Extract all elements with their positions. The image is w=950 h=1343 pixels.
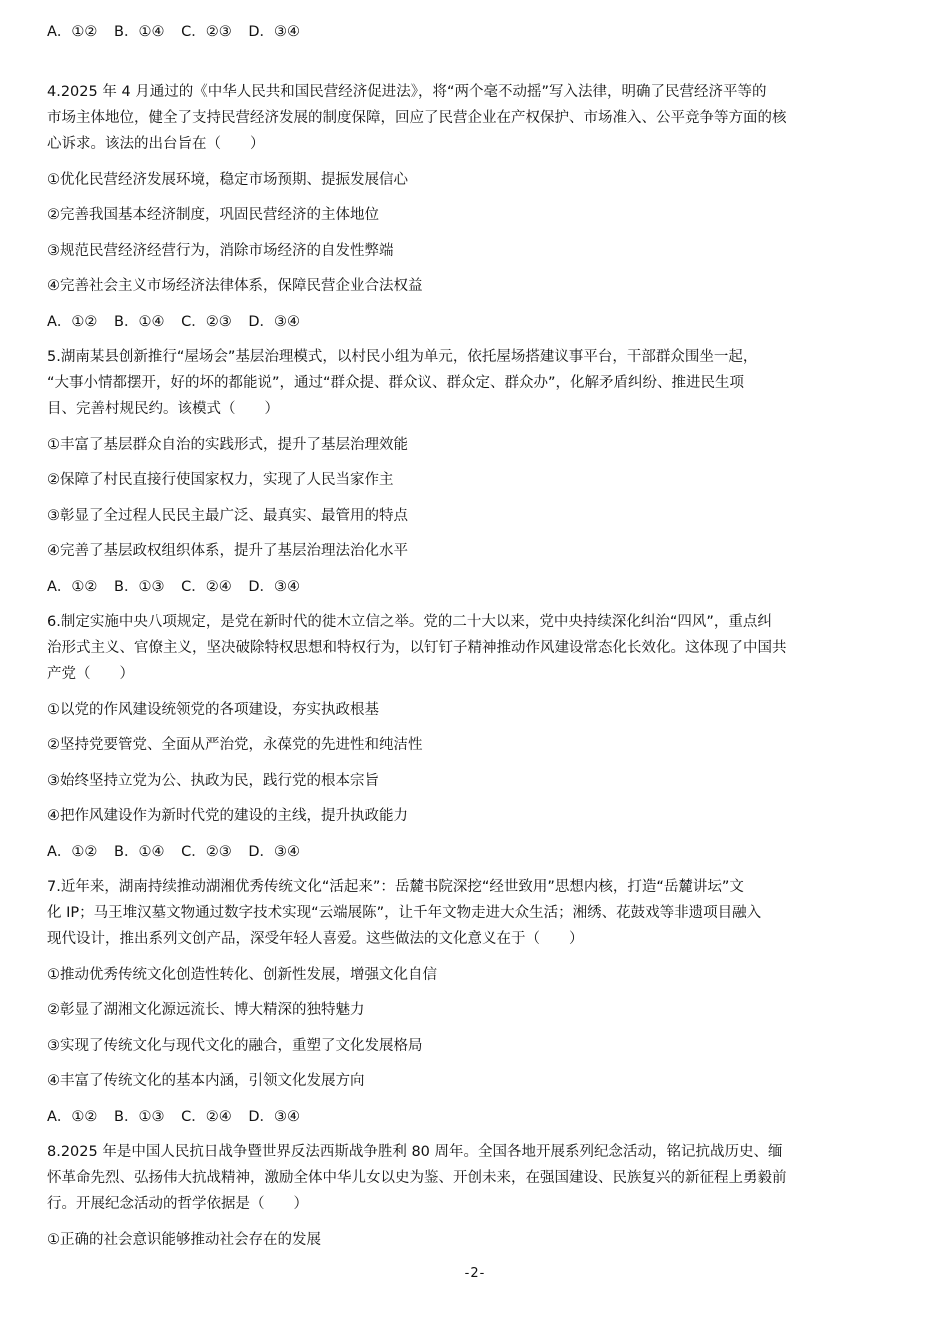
statement-2: ②保障了村民直接行使国家权力，实现了人民当家作主 bbox=[47, 472, 394, 488]
option-b: B．①④ bbox=[114, 314, 165, 330]
option-b: B．①④ bbox=[114, 844, 165, 860]
statement-4: ④完善社会主义市场经济法律体系，保障民营企业合法权益 bbox=[47, 278, 423, 294]
statement-2: ②坚持党要管党、全面从严治党，永葆党的先进性和纯洁性 bbox=[47, 737, 423, 753]
statement-1: ①丰富了基层群众自治的实践形式，提升了基层治理效能 bbox=[47, 437, 408, 453]
option-a: A．①② bbox=[47, 24, 98, 40]
option-c: C．②③ bbox=[181, 314, 232, 330]
option-d: D．③④ bbox=[248, 579, 300, 595]
question-stem: 心诉求。该法的出台旨在（ ） bbox=[47, 136, 265, 152]
page-number: -2- bbox=[464, 1266, 486, 1281]
question-stem: 6.制定实施中央八项规定，是党在新时代的徙木立信之举。党的二十大以来，党中央持续深化纠治“四风”，重点纠 bbox=[47, 614, 772, 630]
statement-4: ④完善了基层政权组织体系，提升了基层治理法治化水平 bbox=[47, 543, 408, 559]
statement-3: ③始终坚持立党为公、执政为民，践行党的根本宗旨 bbox=[47, 773, 379, 789]
option-b: B．①③ bbox=[114, 1109, 165, 1125]
statement-2: ②彰显了湖湘文化源远流长、博大精深的独特魅力 bbox=[47, 1002, 365, 1018]
question-stem: 产党（ ） bbox=[47, 666, 134, 682]
statement-4: ④把作风建设作为新时代党的建设的主线，提升执政能力 bbox=[47, 808, 408, 824]
question-stem: 怀革命先烈、弘扬伟大抗战精神，激励全体中华儿女以史为鉴、开创未来，在强国建设、民族复兴的新征程上勇毅前 bbox=[47, 1170, 787, 1186]
question-stem: 行。开展纪念活动的哲学依据是（ ） bbox=[47, 1196, 308, 1212]
answer-options bbox=[47, 312, 905, 332]
question-stem: 5.湖南某县创新推行“屋场会”基层治理模式，以村民小组为单元，依托屋场搭建议事平台，干部群众围坐一起， bbox=[47, 349, 758, 365]
statement-2: ②完善我国基本经济制度，巩固民营经济的主体地位 bbox=[47, 207, 379, 223]
answer-options bbox=[47, 842, 905, 862]
option-d: D．③④ bbox=[248, 1109, 300, 1125]
option-c: C．②④ bbox=[181, 1109, 232, 1125]
option-c: C．②③ bbox=[181, 24, 232, 40]
statement-3: ③实现了传统文化与现代文化的融合，重塑了文化发展格局 bbox=[47, 1038, 423, 1054]
statement-4: ④丰富了传统文化的基本内涵，引领文化发展方向 bbox=[47, 1073, 365, 1089]
answer-options bbox=[47, 1107, 905, 1127]
option-a: A．①② bbox=[47, 1109, 98, 1125]
statement-1: ①推动优秀传统文化创造性转化、创新性发展，增强文化自信 bbox=[47, 967, 437, 983]
option-a: A．①② bbox=[47, 579, 98, 595]
question-stem: “大事小情都摆开，好的坏的都能说”，通过“群众提、群众议、群众定、群众办”，化解矛盾纠纷、推进民生项 bbox=[47, 375, 745, 391]
option-d: D．③④ bbox=[248, 314, 300, 330]
statement-1: ①正确的社会意识能够推动社会存在的发展 bbox=[47, 1232, 321, 1248]
option-d: D．③④ bbox=[248, 24, 300, 40]
option-a: A．①② bbox=[47, 314, 98, 330]
question-stem: 8.2025 年是中国人民抗日战争暨世界反法西斯战争胜利 80 周年。全国各地开展系列纪念活动，铭记抗战历史、缅 bbox=[47, 1144, 783, 1160]
question-stem: 7.近年来，湖南持续推动湖湘优秀传统文化“活起来”：岳麓书院深挖“经世致用”思想内核，打造“岳麓讲坛”文 bbox=[47, 879, 744, 895]
option-b: B．①④ bbox=[114, 24, 165, 40]
option-b: B．①③ bbox=[114, 579, 165, 595]
option-a: A．①② bbox=[47, 844, 98, 860]
statement-1: ①以党的作风建设统领党的各项建设，夯实执政根基 bbox=[47, 702, 379, 718]
statement-1: ①优化民营经济发展环境，稳定市场预期、提振发展信心 bbox=[47, 172, 408, 188]
question-stem: 目、完善村规民约。该模式（ ） bbox=[47, 401, 279, 417]
question-stem: 4.2025 年 4 月通过的《中华人民共和国民营经济促进法》，将“两个毫不动摇”写入法律，明确了民营经济平等的 bbox=[47, 84, 767, 100]
question-stem: 化 IP；马王堆汉墓文物通过数字技术实现“云端展陈”，让千年文物走进大众生活；湘绣、花鼓戏等非遗项目融入 bbox=[47, 905, 762, 921]
option-d: D．③④ bbox=[248, 844, 300, 860]
option-c: C．②④ bbox=[181, 579, 232, 595]
question-stem: 市场主体地位，健全了支持民营经济发展的制度保障，回应了民营企业在产权保护、市场准入、公平竞争等方面的核 bbox=[47, 110, 787, 126]
answer-options bbox=[47, 577, 905, 597]
question-stem: 现代设计，推出系列文创产品，深受年轻人喜爱。这些做法的文化意义在于（ ） bbox=[47, 931, 584, 947]
answer-options-q3 bbox=[47, 22, 905, 42]
option-c: C．②③ bbox=[181, 844, 232, 860]
statement-3: ③规范民营经济经营行为，消除市场经济的自发性弊端 bbox=[47, 243, 394, 259]
question-stem: 治形式主义、官僚主义，坚决破除特权思想和特权行为，以钉钉子精神推动作风建设常态化长效化。这体现了中国共 bbox=[47, 640, 787, 656]
statement-3: ③彰显了全过程人民民主最广泛、最真实、最管用的特点 bbox=[47, 508, 408, 524]
